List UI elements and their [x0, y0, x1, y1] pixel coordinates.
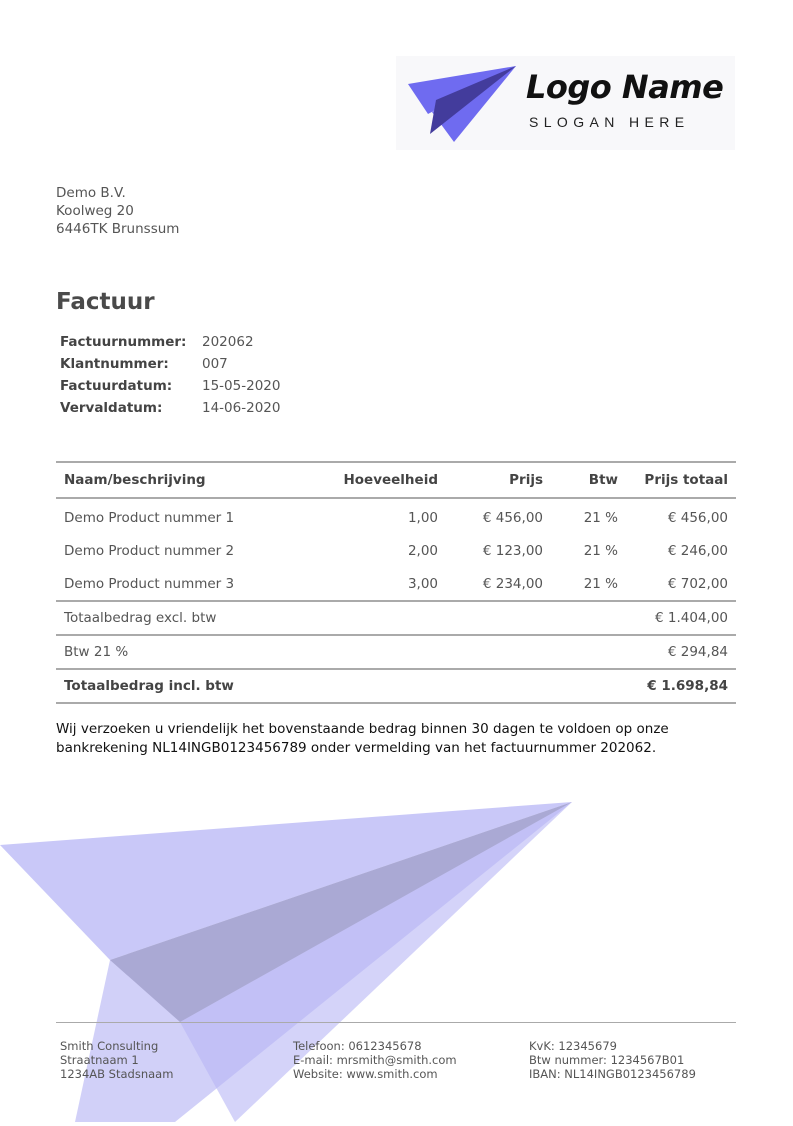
recipient-address — [56, 184, 179, 238]
footer-line: KvK: 12345679 — [529, 1039, 617, 1053]
table-row — [56, 534, 736, 567]
footer-line: Smith Consulting — [60, 1039, 159, 1053]
recipient-name: Demo B.V. — [56, 185, 126, 201]
payment-note: Wij verzoeken u vriendelijk het bovenstaande bedrag binnen 30 dagen te voldoen op onze bankrekening NL14INGB0123456789 onder vermelding van het factuurnummer 202062. — [56, 721, 669, 756]
grand-total-value: € 1.698,84 — [626, 669, 736, 703]
cell-price: € 234,00 — [482, 575, 543, 592]
meta-value: 202062 — [202, 334, 254, 350]
invoice-title: Factuur — [56, 289, 155, 315]
col-header-quantity: Hoeveelheid — [316, 462, 446, 498]
meta-value: 14-06-2020 — [202, 400, 281, 416]
meta-label: Vervaldatum: — [60, 400, 163, 416]
grand-total-row — [56, 669, 736, 703]
vat-row — [56, 635, 736, 669]
meta-row — [60, 331, 280, 353]
vat-label: Btw 21 % — [56, 635, 626, 669]
cell-vat: 21 % — [583, 509, 618, 526]
meta-row — [60, 353, 280, 375]
footer-divider — [56, 1022, 736, 1023]
table-row — [56, 567, 736, 601]
col-header-vat: Btw — [551, 462, 626, 498]
meta-row — [60, 397, 280, 419]
cell-total: € 456,00 — [667, 509, 728, 526]
cell-vat: 21 % — [583, 542, 618, 559]
footer-contact — [293, 1039, 457, 1081]
items-table — [56, 461, 736, 704]
subtotal-value: € 1.404,00 — [626, 601, 736, 635]
cell-quantity: 3,00 — [407, 575, 438, 592]
table-header-row — [56, 462, 736, 498]
recipient-city: 6446TK Brunssum — [56, 221, 180, 237]
meta-label: Factuurnummer: — [60, 334, 187, 350]
footer-line: IBAN: NL14INGB0123456789 — [529, 1067, 696, 1081]
paper-plane-icon — [408, 62, 518, 148]
meta-value: 15-05-2020 — [202, 378, 281, 394]
meta-label: Factuurdatum: — [60, 378, 173, 394]
footer-line: Straatnaam 1 — [60, 1053, 139, 1067]
cell-description: Demo Product nummer 2 — [64, 542, 235, 559]
grand-total-label: Totaalbedrag incl. btw — [56, 669, 626, 703]
col-header-total: Prijs totaal — [626, 462, 736, 498]
cell-price: € 123,00 — [482, 542, 543, 559]
footer-company — [60, 1039, 173, 1081]
logo — [396, 56, 735, 150]
invoice-meta — [60, 331, 280, 419]
cell-quantity: 1,00 — [407, 509, 438, 526]
logo-name: Logo Name — [526, 68, 724, 106]
vat-value: € 294,84 — [626, 635, 736, 669]
meta-row — [60, 375, 280, 397]
meta-value: 007 — [202, 356, 228, 372]
cell-quantity: 2,00 — [407, 542, 438, 559]
footer-registration — [529, 1039, 696, 1081]
cell-description: Demo Product nummer 3 — [64, 575, 235, 592]
footer-line: Telefoon: 0612345678 — [293, 1039, 422, 1053]
col-header-description: Naam/beschrijving — [56, 462, 316, 498]
recipient-street: Koolweg 20 — [56, 203, 134, 219]
subtotal-row — [56, 601, 736, 635]
logo-slogan: SLOGAN HERE — [529, 114, 690, 130]
col-header-price: Prijs — [446, 462, 551, 498]
footer-line: Btw nummer: 1234567B01 — [529, 1053, 685, 1067]
subtotal-label: Totaalbedrag excl. btw — [56, 601, 626, 635]
cell-description: Demo Product nummer 1 — [64, 509, 235, 526]
footer-line: 1234AB Stadsnaam — [60, 1067, 174, 1081]
footer-line: E-mail: mrsmith@smith.com — [293, 1053, 457, 1067]
cell-total: € 702,00 — [667, 575, 728, 592]
cell-price: € 456,00 — [482, 509, 543, 526]
cell-vat: 21 % — [583, 575, 618, 592]
cell-total: € 246,00 — [667, 542, 728, 559]
table-row — [56, 498, 736, 534]
footer-line: Website: www.smith.com — [293, 1067, 438, 1081]
meta-label: Klantnummer: — [60, 356, 169, 372]
